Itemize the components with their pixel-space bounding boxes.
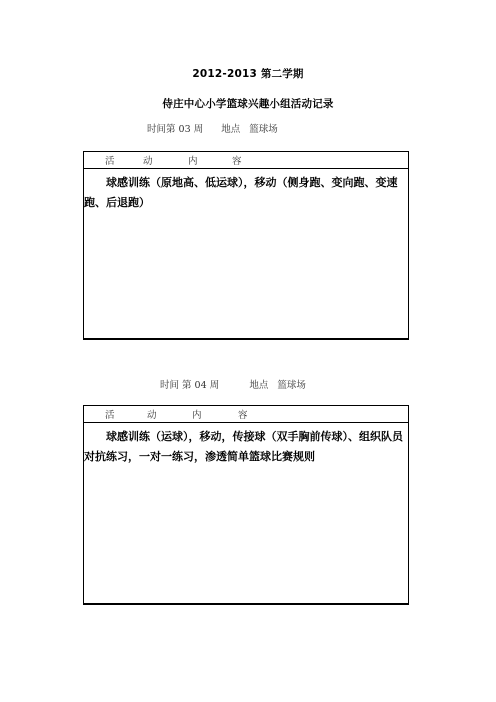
header-char: 动 (143, 156, 153, 167)
activity-record-table (83, 151, 409, 340)
activity-content-header (84, 406, 408, 423)
activity-content: 球感训练（运球），移动，传接球（双手胸前传球）、组织队员对抗练习，一对一练习，渗透简单篮球比赛规则 (84, 430, 403, 463)
activity-content: 球感训练（原地高、低运球），移动（侧身跑、变向跑、变速跑、后退跑） (84, 176, 398, 209)
record-meta-week-03: 时间第 03 周 地点 篮球场 (147, 124, 278, 135)
record-meta-week-04: 时间 第 04 周 地点 篮球场 (160, 380, 306, 391)
document-title: 侍庄中心小学篮球兴趣小组活动记录 (162, 98, 334, 110)
header-char: 活 (105, 156, 115, 167)
activity-record-table (83, 405, 409, 605)
semester-title: 2012-2013 第二学期 (192, 68, 304, 80)
header-char: 活 (105, 410, 115, 421)
header-char: 动 (147, 410, 157, 421)
activity-content-header (84, 152, 408, 169)
header-char: 内 (192, 410, 202, 421)
header-char: 容 (238, 410, 248, 421)
header-char: 容 (232, 156, 242, 167)
header-char: 内 (188, 156, 198, 167)
